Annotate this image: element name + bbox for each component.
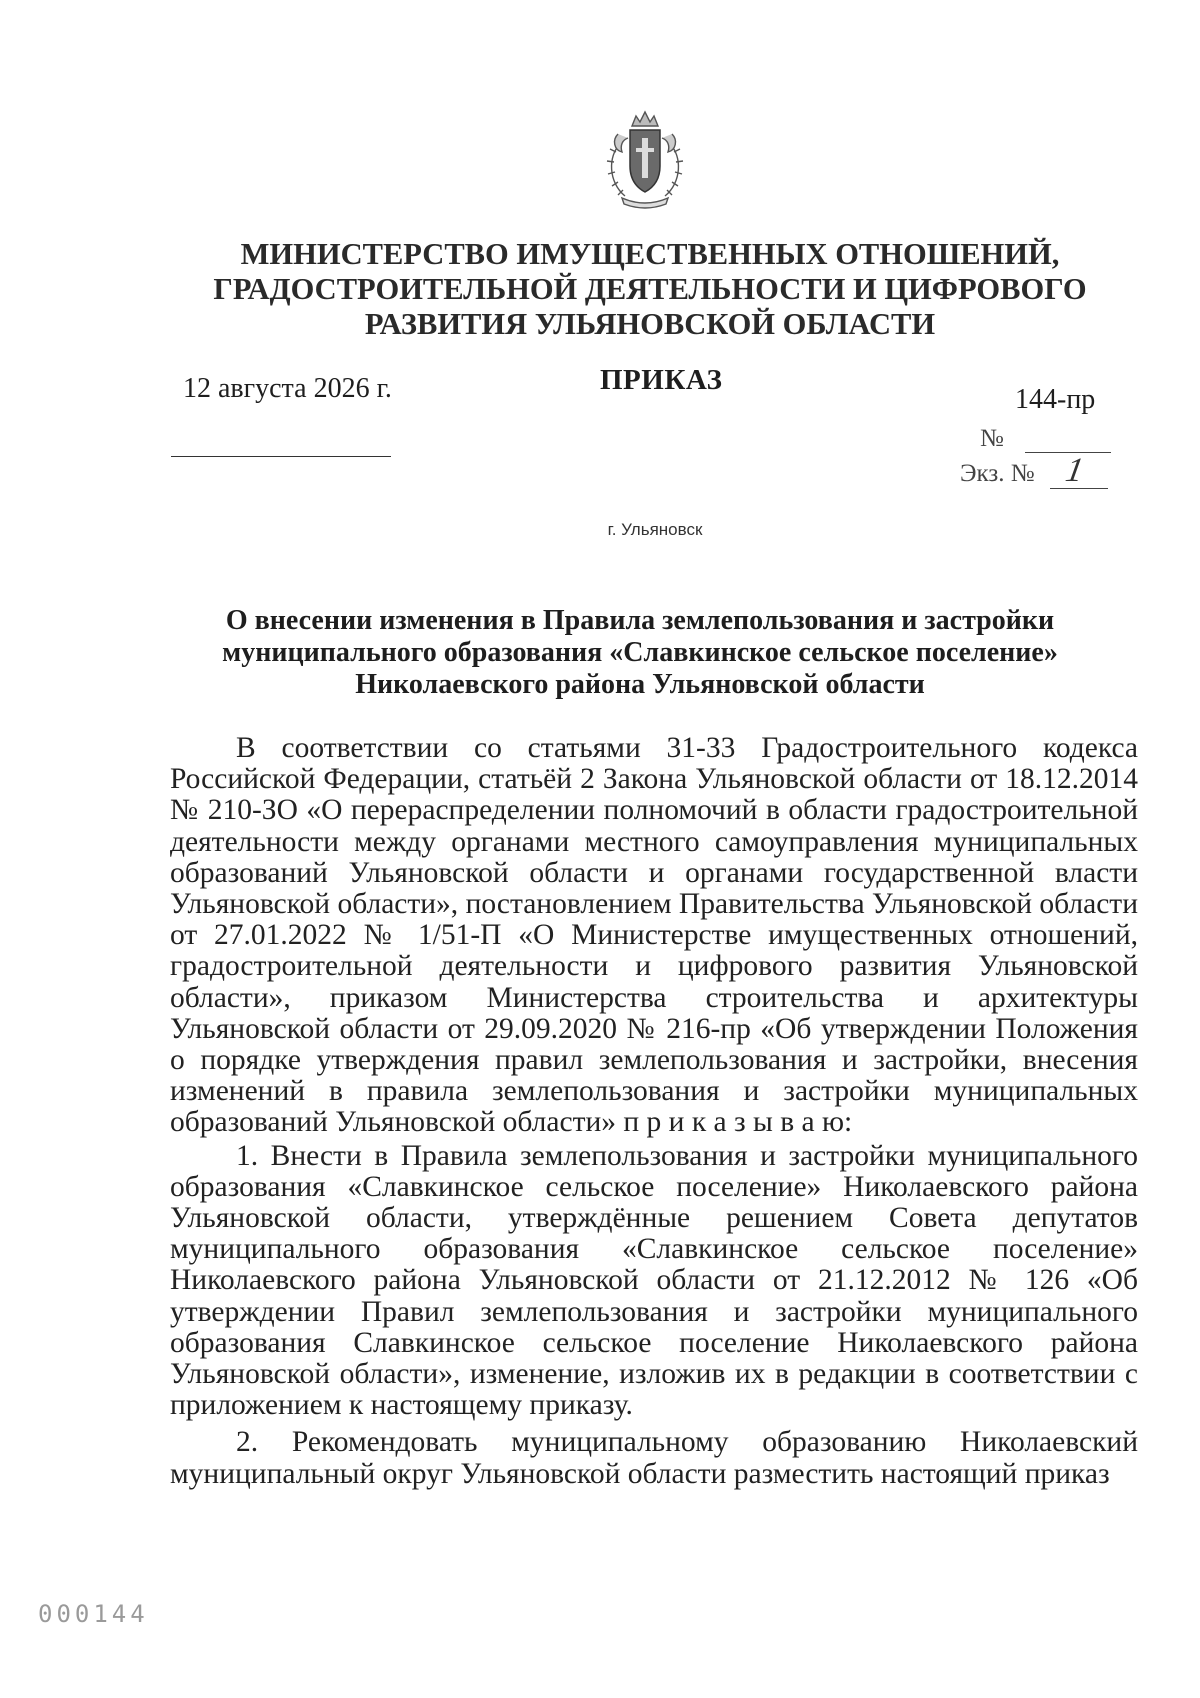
item-1-paragraph: 1. Внести в Правила землепользования и застройки муниципального образования «Славкинское сельское поселение» Николаевского района Ульяновской области, утверждённые решением Совета депутатов муниципального образования «Славкинское сельское поселение» Николаевского района Ульяновской области от 21.12.2012 № 126 «Об утверждении Правил землепользования и застройки муниципального образования Славкинское сельское поселение Николаевского района Ульяновской области», изменение, изложив их в редакции в соответствии с приложением к настоящему приказу. [170,1139,1138,1422]
preamble-paragraph: В соответствии со статьями 31-33 Градостроительного кодекса Российской Федерации, статьёй 2 Закона Ульяновской области от 18.12.2014 № 210-ЗО «О перераспределении полномочий в области градостроительной деятельности между органами местного самоуправления муниципальных образований Ульяновской области и органами государственной власти Ульяновской области», постановлением Правительства Ульяновской области от 27.01.2022 № 1/51-П «О Министерстве имущественных отношений, градостроительной деятельности и цифрового развития Ульяновской области», приказом Министерства строительства и архитектуры Ульяновской области от 29.09.2020 № 216-пр «Об утверждении Положения о порядке утверждения правил землепользования и застройки, внесения изменений в правила землепользования и застройки муниципальных образований Ульяновской области» п р и к а з ы в а ю: [170,732,1138,1139]
item-2-paragraph: 2. Рекомендовать муниципальному образованию Николаевский муниципальный округ Ульяновской области разместить настоящий приказ [170,1426,1138,1490]
document-type: ПРИКАЗ [600,364,723,396]
order-date: 12 августа 2026 г. [183,373,392,404]
number-label: № [980,425,1004,452]
coat-of-arms-icon [590,104,700,214]
copy-label: Экз. № [960,460,1035,487]
copy-underline [1050,488,1108,489]
number-underline [1025,452,1111,453]
order-body [170,733,1138,1490]
ministry-name: МИНИСТЕРСТВО ИМУЩЕСТВЕННЫХ ОТНОШЕНИЙ, ГРАДОСТРОИТЕЛЬНОЙ ДЕЯТЕЛЬНОСТИ И ЦИФРОВОГО РАЗВИТИЯ УЛЬЯНОВСКОЙ ОБЛАСТИ [213,237,1087,341]
copy-number: 1 [1062,452,1087,489]
stamp-number: 000144 [38,1600,149,1628]
order-subject: О внесении изменения в Правила землепользования и застройки муниципального образования «Славкинское сельское поселение» Николаевского района Ульяновской области [222,605,1058,700]
order-number: 144-пр [1015,384,1096,415]
date-underline [171,456,391,457]
city: г. Ульяновск [607,520,703,539]
